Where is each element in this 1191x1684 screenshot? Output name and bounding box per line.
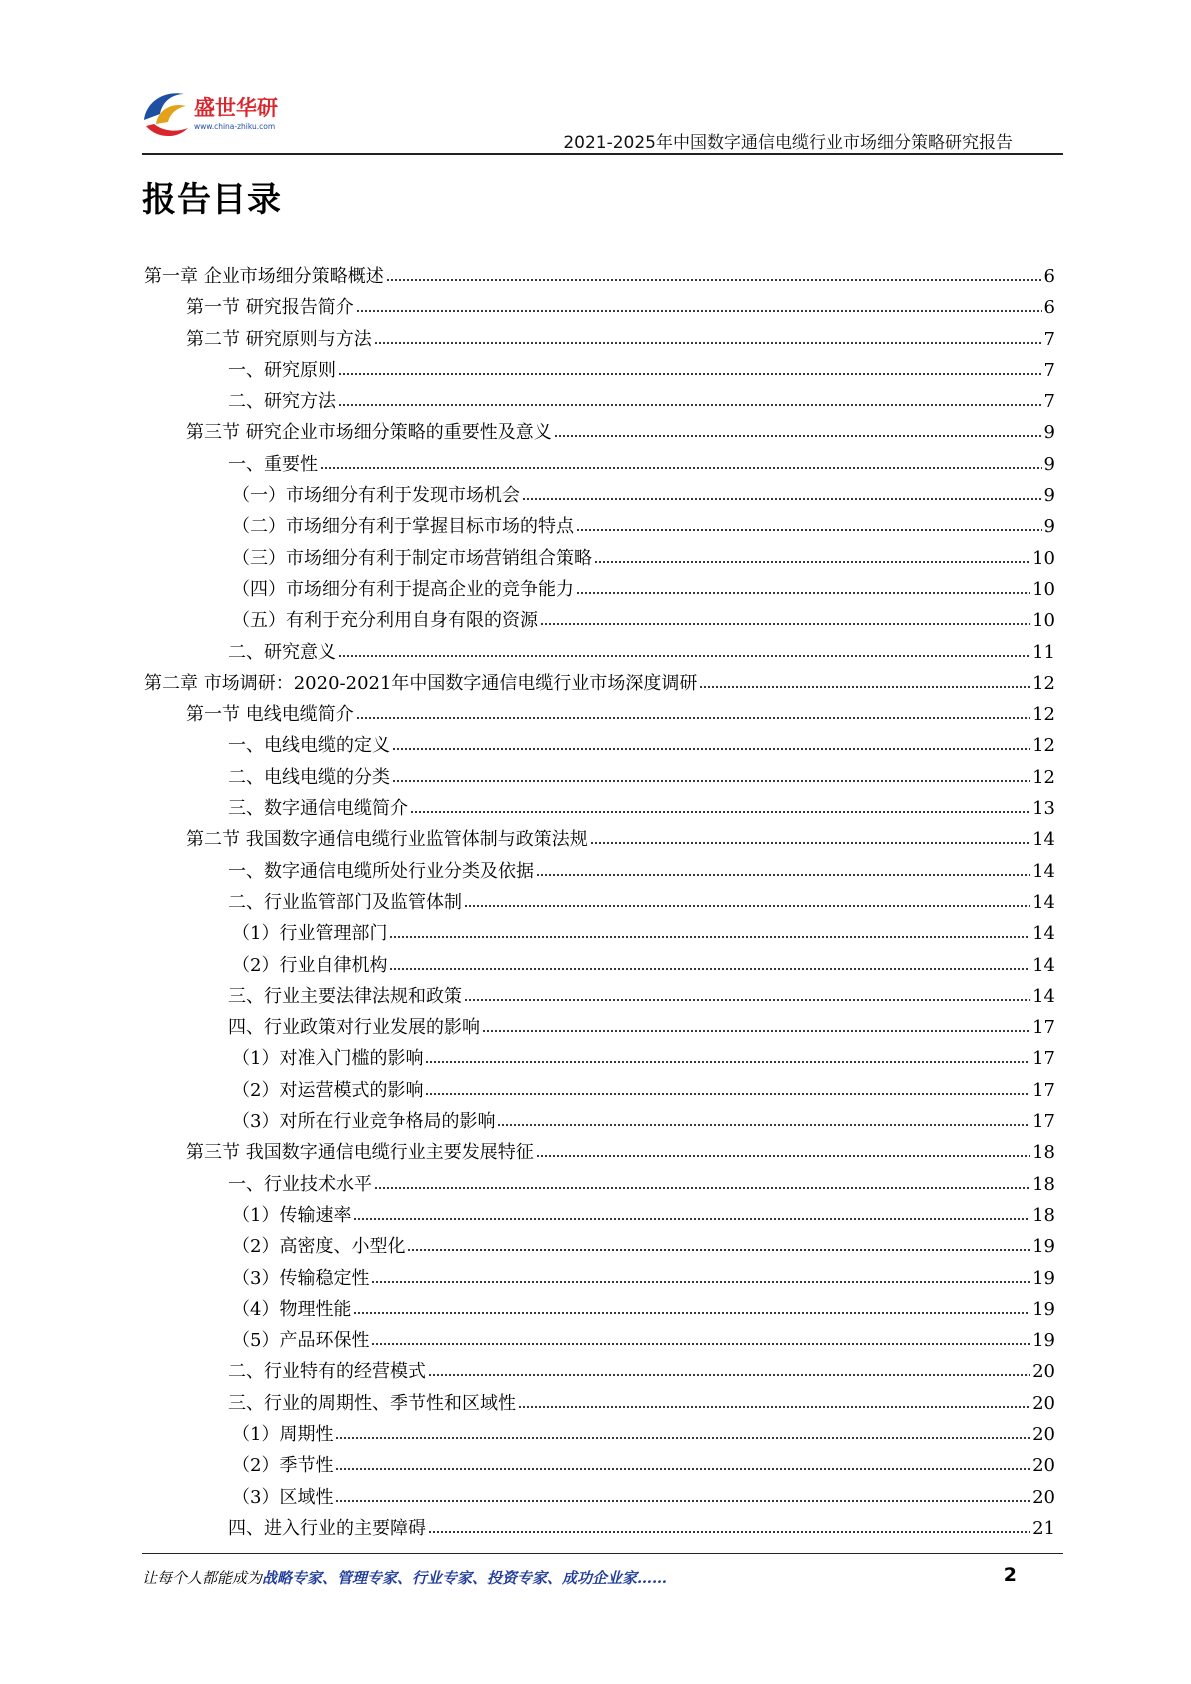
toc-entry-page: 7 bbox=[1043, 328, 1055, 350]
toc-entry-label: （1）周期性 bbox=[232, 1423, 334, 1445]
page-number: 2 bbox=[1003, 1564, 1017, 1586]
toc-entry-page: 19 bbox=[1032, 1236, 1055, 1258]
toc-entry[interactable] bbox=[144, 293, 1055, 324]
toc-dot-leader bbox=[392, 747, 1030, 751]
toc-entry-label: （1）对准入门槛的影响 bbox=[232, 1048, 424, 1070]
toc-entry-page: 17 bbox=[1032, 1079, 1055, 1101]
toc-entry-page: 18 bbox=[1032, 1142, 1055, 1164]
toc-dot-leader bbox=[353, 1311, 1030, 1315]
toc-entry-label: 四、进入行业的主要障碍 bbox=[228, 1517, 426, 1539]
toc-dot-leader bbox=[320, 466, 1042, 470]
toc-entry-label: 第一节 研究报告简介 bbox=[186, 297, 354, 319]
toc-dot-leader bbox=[522, 497, 1042, 501]
toc-entry[interactable] bbox=[144, 1420, 1055, 1451]
toc-entry[interactable] bbox=[144, 763, 1055, 794]
toc-entry[interactable] bbox=[144, 951, 1055, 982]
toc-entry-page: 14 bbox=[1032, 923, 1055, 945]
toc-entry-page: 20 bbox=[1032, 1423, 1055, 1445]
toc-entry[interactable] bbox=[144, 606, 1055, 637]
report-header-title: 2021-2025年中国数字通信电缆行业市场细分策略研究报告 bbox=[563, 133, 1013, 153]
toc-dot-leader bbox=[371, 1280, 1030, 1284]
toc-entry-label: （3）区域性 bbox=[232, 1486, 334, 1508]
toc-entry[interactable] bbox=[144, 1013, 1055, 1044]
toc-dot-leader bbox=[374, 341, 1042, 345]
toc-entry-label: 第二章 市场调研：2020-2021年中国数字通信电缆行业市场深度调研 bbox=[144, 672, 698, 694]
toc-entry-label: （1）行业管理部门 bbox=[232, 923, 388, 945]
slogan-highlight: 战略专家、管理专家、行业专家、投资专家、成功企业家…… bbox=[262, 1569, 668, 1587]
toc-dot-leader bbox=[356, 716, 1030, 720]
toc-entry-label: （2）行业自律机构 bbox=[232, 954, 388, 976]
toc-entry[interactable] bbox=[144, 1451, 1055, 1482]
toc-dot-leader bbox=[356, 309, 1042, 313]
toc-entry-label: 二、电线电缆的分类 bbox=[228, 766, 390, 788]
toc-entry-label: （2）高密度、小型化 bbox=[232, 1236, 406, 1258]
toc-dot-leader bbox=[428, 1373, 1030, 1377]
toc-dot-leader bbox=[353, 1217, 1030, 1221]
toc-entry-label: （4）物理性能 bbox=[232, 1298, 352, 1320]
toc-entry-page: 14 bbox=[1032, 829, 1055, 851]
toc-dot-leader bbox=[699, 685, 1030, 689]
toc-entry[interactable] bbox=[144, 857, 1055, 888]
toc-entry-label: 三、行业的周期性、季节性和区域性 bbox=[228, 1392, 516, 1414]
toc-entry-page: 9 bbox=[1043, 453, 1055, 475]
toc-dot-leader bbox=[386, 278, 1042, 282]
toc-dot-leader bbox=[536, 1154, 1030, 1158]
toc-entry-page: 17 bbox=[1032, 1048, 1055, 1070]
toc-entry[interactable] bbox=[144, 1295, 1055, 1326]
toc-entry-label: 第二节 研究原则与方法 bbox=[186, 328, 372, 350]
toc-dot-leader bbox=[540, 622, 1030, 626]
toc-entry[interactable] bbox=[144, 481, 1055, 512]
toc-entry[interactable] bbox=[144, 1076, 1055, 1107]
toc-dot-leader bbox=[407, 1248, 1030, 1252]
toc-entry[interactable] bbox=[144, 1326, 1055, 1357]
toc-dot-leader bbox=[576, 591, 1030, 595]
toc-dot-leader bbox=[410, 810, 1030, 814]
toc-entry-page: 6 bbox=[1043, 266, 1055, 287]
toc-entry[interactable] bbox=[144, 418, 1055, 449]
toc-dot-leader bbox=[554, 434, 1042, 438]
toc-entry-label: 二、研究方法 bbox=[228, 391, 336, 413]
toc-entry[interactable] bbox=[144, 262, 1055, 293]
toc-dot-leader bbox=[464, 998, 1030, 1002]
toc-entry-page: 12 bbox=[1032, 704, 1055, 726]
toc-entry-page: 9 bbox=[1043, 422, 1055, 444]
toc-entry-page: 17 bbox=[1032, 1017, 1055, 1039]
toc-dot-leader bbox=[335, 1499, 1030, 1503]
toc-entry-label: （3）传输稳定性 bbox=[232, 1267, 370, 1289]
toc-entry-page: 7 bbox=[1043, 391, 1055, 413]
toc-dot-leader bbox=[389, 967, 1030, 971]
toc-dot-leader bbox=[425, 1060, 1030, 1064]
toc-entry[interactable] bbox=[144, 575, 1055, 606]
toc-entry-label: （二）市场细分有利于掌握目标市场的特点 bbox=[232, 516, 574, 538]
toc-entry[interactable] bbox=[144, 1264, 1055, 1295]
toc-entry-page: 20 bbox=[1032, 1486, 1055, 1508]
toc-entry[interactable] bbox=[144, 450, 1055, 481]
toc-entry-page: 17 bbox=[1032, 1111, 1055, 1133]
toc-entry-page: 9 bbox=[1043, 516, 1055, 538]
toc-entry-label: （2）季节性 bbox=[232, 1455, 334, 1477]
toc-dot-leader bbox=[497, 1123, 1030, 1127]
slogan-prefix: 让每个人都能成为 bbox=[142, 1569, 263, 1587]
toc-entry-page: 12 bbox=[1032, 766, 1055, 788]
toc-entry-page: 14 bbox=[1032, 891, 1055, 913]
toc-dot-leader bbox=[428, 1530, 1030, 1534]
footer-divider bbox=[142, 1553, 1063, 1554]
toc-entry-page: 19 bbox=[1032, 1298, 1055, 1320]
toc-entry-label: （3）对所在行业竞争格局的影响 bbox=[232, 1111, 496, 1133]
toc-entry-label: 二、行业特有的经营模式 bbox=[228, 1361, 426, 1383]
toc-entry[interactable] bbox=[144, 1514, 1055, 1545]
toc-entry-page: 19 bbox=[1032, 1267, 1055, 1289]
toc-entry-page: 6 bbox=[1043, 297, 1055, 319]
toc-entry-page: 13 bbox=[1032, 798, 1055, 820]
toc-entry-page: 20 bbox=[1032, 1361, 1055, 1383]
toc-entry[interactable] bbox=[144, 387, 1055, 418]
toc-entry-page: 7 bbox=[1043, 359, 1055, 381]
toc-entry-label: 二、研究意义 bbox=[228, 641, 336, 663]
toc-entry-label: 三、行业主要法律法规和政策 bbox=[228, 985, 462, 1007]
toc-dot-leader bbox=[425, 1092, 1030, 1096]
toc-entry[interactable] bbox=[144, 356, 1055, 387]
toc-entry[interactable] bbox=[144, 1170, 1055, 1201]
svg-text:www.china-zhiku.com: www.china-zhiku.com bbox=[194, 122, 276, 131]
toc-entry-label: 第一章 企业市场细分策略概述 bbox=[144, 266, 384, 287]
toc-dot-leader bbox=[335, 1467, 1030, 1471]
toc-entry[interactable] bbox=[144, 325, 1055, 356]
toc-dot-leader bbox=[338, 403, 1042, 407]
toc-entry-page: 12 bbox=[1032, 735, 1055, 757]
toc-entry-page: 19 bbox=[1032, 1330, 1055, 1352]
toc-entry-page: 12 bbox=[1032, 672, 1055, 694]
header-divider bbox=[142, 153, 1063, 155]
toc-entry-page: 18 bbox=[1032, 1204, 1055, 1226]
toc-entry-label: （三）市场细分有利于制定市场营销组合策略 bbox=[232, 547, 592, 569]
toc-entry-label: 第二节 我国数字通信电缆行业监管体制与政策法规 bbox=[186, 829, 588, 851]
toc-entry-page: 14 bbox=[1032, 985, 1055, 1007]
toc-entry[interactable] bbox=[144, 1232, 1055, 1263]
toc-entry-label: 二、行业监管部门及监管体制 bbox=[228, 891, 462, 913]
toc-entry-page: 20 bbox=[1032, 1392, 1055, 1414]
toc-entry-label: 三、数字通信电缆简介 bbox=[228, 798, 408, 820]
toc-dot-leader bbox=[594, 560, 1030, 564]
toc-entry-label: 第三节 研究企业市场细分策略的重要性及意义 bbox=[186, 422, 552, 444]
toc-entry[interactable] bbox=[144, 1389, 1055, 1420]
toc-entry-label: 一、重要性 bbox=[228, 453, 318, 475]
toc-entry-label: （五）有利于充分利用自身有限的资源 bbox=[232, 610, 538, 632]
toc-entry[interactable] bbox=[144, 794, 1055, 825]
toc-entry-page: 10 bbox=[1032, 578, 1055, 600]
toc-dot-leader bbox=[518, 1405, 1030, 1409]
toc-entry-label: 一、研究原则 bbox=[228, 359, 336, 381]
toc-entry[interactable] bbox=[144, 669, 1055, 700]
toc-entry-page: 14 bbox=[1032, 954, 1055, 976]
toc-entry[interactable] bbox=[144, 888, 1055, 919]
toc-entry[interactable] bbox=[144, 1483, 1055, 1514]
toc-dot-leader bbox=[338, 372, 1042, 376]
company-logo bbox=[142, 84, 302, 144]
toc-entry-label: （四）市场细分有利于提高企业的竞争能力 bbox=[232, 578, 574, 600]
toc-dot-leader bbox=[536, 873, 1030, 877]
toc-dot-leader bbox=[590, 841, 1030, 845]
footer-slogan bbox=[142, 1567, 667, 1588]
toc-entry-label: （1）传输速率 bbox=[232, 1204, 352, 1226]
toc-entry[interactable] bbox=[144, 731, 1055, 762]
toc-entry[interactable] bbox=[144, 1107, 1055, 1138]
svg-text:盛世华研: 盛世华研 bbox=[194, 96, 278, 120]
toc-dot-leader bbox=[392, 779, 1030, 783]
toc-entry[interactable] bbox=[144, 512, 1055, 543]
toc-entry-page: 9 bbox=[1043, 485, 1055, 507]
toc-dot-leader bbox=[482, 1029, 1030, 1033]
toc-entry-label: 一、数字通信电缆所处行业分类及依据 bbox=[228, 860, 534, 882]
toc-entry-page: 10 bbox=[1032, 610, 1055, 632]
page-title: 报告目录 bbox=[142, 180, 282, 220]
toc-dot-leader bbox=[389, 935, 1030, 939]
toc-entry[interactable] bbox=[144, 638, 1055, 669]
toc-entry-label: （5）产品环保性 bbox=[232, 1330, 370, 1352]
toc-dot-leader bbox=[338, 654, 1030, 658]
toc-entry-label: （一）市场细分有利于发现市场机会 bbox=[232, 485, 520, 507]
toc-entry-page: 14 bbox=[1032, 860, 1055, 882]
toc-entry-label: 第一节 电线电缆简介 bbox=[186, 704, 354, 726]
toc-entry-label: 一、行业技术水平 bbox=[228, 1173, 372, 1195]
toc-dot-leader bbox=[335, 1436, 1030, 1440]
toc-entry-page: 20 bbox=[1032, 1455, 1055, 1477]
toc-entry[interactable] bbox=[144, 1201, 1055, 1232]
toc-entry-label: 一、电线电缆的定义 bbox=[228, 735, 390, 757]
toc-entry-page: 10 bbox=[1032, 547, 1055, 569]
toc-entry-label: 四、行业政策对行业发展的影响 bbox=[228, 1017, 480, 1039]
toc-dot-leader bbox=[464, 904, 1030, 908]
toc-entry-label: （2）对运营模式的影响 bbox=[232, 1079, 424, 1101]
toc-entry-page: 18 bbox=[1032, 1173, 1055, 1195]
toc-entry[interactable] bbox=[144, 700, 1055, 731]
table-of-contents bbox=[144, 262, 1055, 1545]
toc-entry[interactable] bbox=[144, 1138, 1055, 1169]
toc-dot-leader bbox=[371, 1342, 1030, 1346]
toc-entry[interactable] bbox=[144, 825, 1055, 856]
toc-entry[interactable] bbox=[144, 1357, 1055, 1388]
toc-entry[interactable] bbox=[144, 982, 1055, 1013]
toc-entry[interactable] bbox=[144, 919, 1055, 950]
toc-entry-page: 11 bbox=[1032, 641, 1055, 663]
toc-entry-label: 第三节 我国数字通信电缆行业主要发展特征 bbox=[186, 1142, 534, 1164]
toc-entry[interactable] bbox=[144, 1044, 1055, 1075]
toc-entry-page: 21 bbox=[1032, 1517, 1055, 1539]
toc-dot-leader bbox=[576, 528, 1042, 532]
toc-dot-leader bbox=[374, 1186, 1030, 1190]
toc-entry[interactable] bbox=[144, 544, 1055, 575]
